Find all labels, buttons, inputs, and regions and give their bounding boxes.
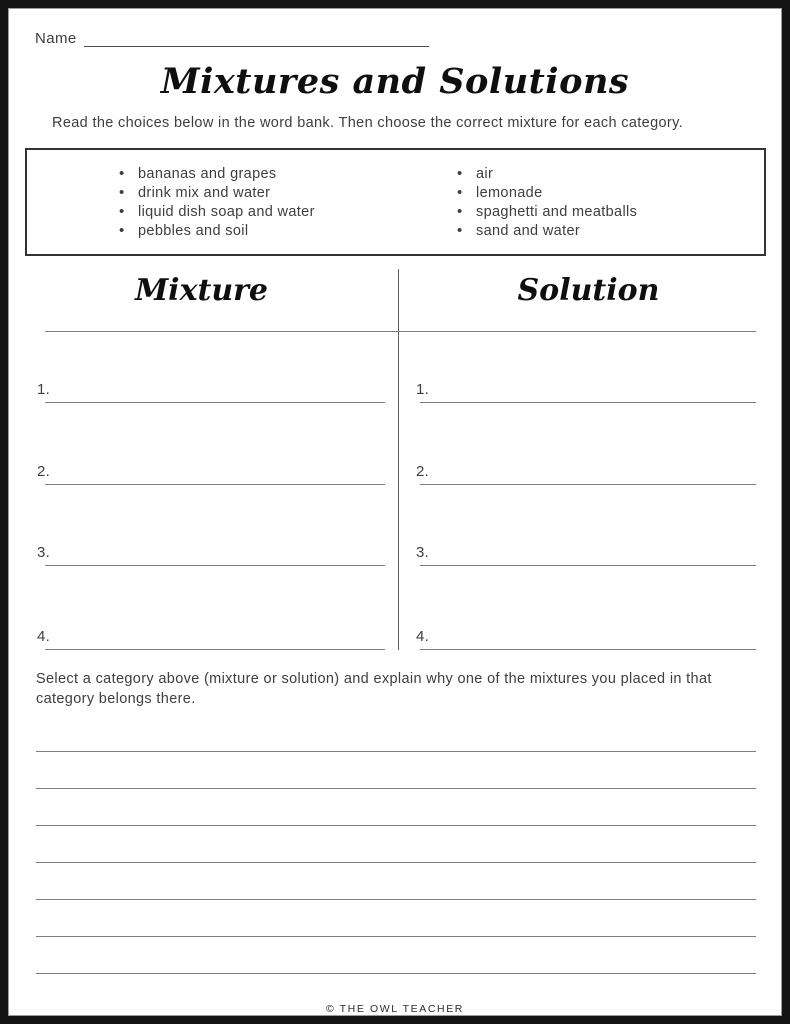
word-bank-item: • drink mix and water [119, 184, 457, 203]
writing-lines-area [36, 709, 756, 974]
writing-line[interactable] [36, 752, 756, 789]
solution-answer-slot-4[interactable] [416, 614, 756, 650]
answer-blank-line[interactable] [420, 565, 756, 566]
word-bank-left-list [119, 165, 457, 254]
table-header-row [8, 269, 782, 308]
name-label: Name [35, 30, 77, 47]
column-header-solution: Solution [517, 273, 660, 308]
row-number: 4. [37, 628, 51, 645]
answer-blank-line[interactable] [420, 649, 756, 650]
word-bank-item: • liquid dish soap and water [119, 203, 457, 222]
footer-credit: © THE OWL TEACHER [325, 1003, 464, 1015]
instructions-text: Read the choices below in the word bank. Then choose the correct mixture for each category. [52, 115, 683, 131]
sorting-table [8, 269, 782, 651]
word-bank-item: • lemonade [457, 184, 637, 203]
word-bank-right-list [457, 165, 637, 254]
row-number: 1. [37, 381, 51, 398]
word-bank-item: • pebbles and soil [119, 222, 457, 241]
mixture-answer-slot-1[interactable] [37, 367, 385, 403]
answer-blank-line[interactable] [420, 402, 756, 403]
mixture-answer-slot-2[interactable] [37, 449, 385, 485]
column-divider [398, 269, 399, 650]
header-underline [45, 331, 756, 332]
writing-line[interactable] [36, 826, 756, 863]
mixture-answer-slot-3[interactable] [37, 530, 385, 566]
row-number: 3. [416, 544, 430, 561]
answer-blank-line[interactable] [45, 402, 385, 403]
writing-line[interactable] [36, 709, 756, 752]
answer-blank-line[interactable] [45, 565, 385, 566]
writing-line[interactable] [36, 863, 756, 900]
row-number: 4. [416, 628, 430, 645]
word-bank-item: • sand and water [457, 222, 637, 241]
answer-blank-line[interactable] [45, 484, 385, 485]
solution-answer-slot-3[interactable] [416, 530, 756, 566]
solution-answer-slot-1[interactable] [416, 367, 756, 403]
answer-blank-line[interactable] [45, 649, 385, 650]
writing-line[interactable] [36, 789, 756, 826]
word-bank-item: • spaghetti and meatballs [457, 203, 637, 222]
row-number: 1. [416, 381, 430, 398]
word-bank-item: • bananas and grapes [119, 165, 457, 184]
name-blank-line[interactable] [84, 30, 429, 47]
solution-answer-slot-2[interactable] [416, 449, 756, 485]
page-title: Mixtures and Solutions [160, 61, 630, 102]
writing-prompt-text: Select a category above (mixture or solution) and explain why one of the mixtures you placed in that category belongs there. [36, 671, 712, 707]
word-bank-box [25, 148, 766, 256]
word-bank-item: • air [457, 165, 637, 184]
mixture-answer-slot-4[interactable] [37, 614, 385, 650]
answer-blank-line[interactable] [420, 484, 756, 485]
writing-line[interactable] [36, 900, 756, 937]
row-number: 2. [37, 463, 51, 480]
name-row [35, 30, 754, 47]
column-header-mixture: Mixture [134, 273, 269, 308]
row-number: 2. [416, 463, 430, 480]
writing-line[interactable] [36, 937, 756, 974]
row-number: 3. [37, 544, 51, 561]
